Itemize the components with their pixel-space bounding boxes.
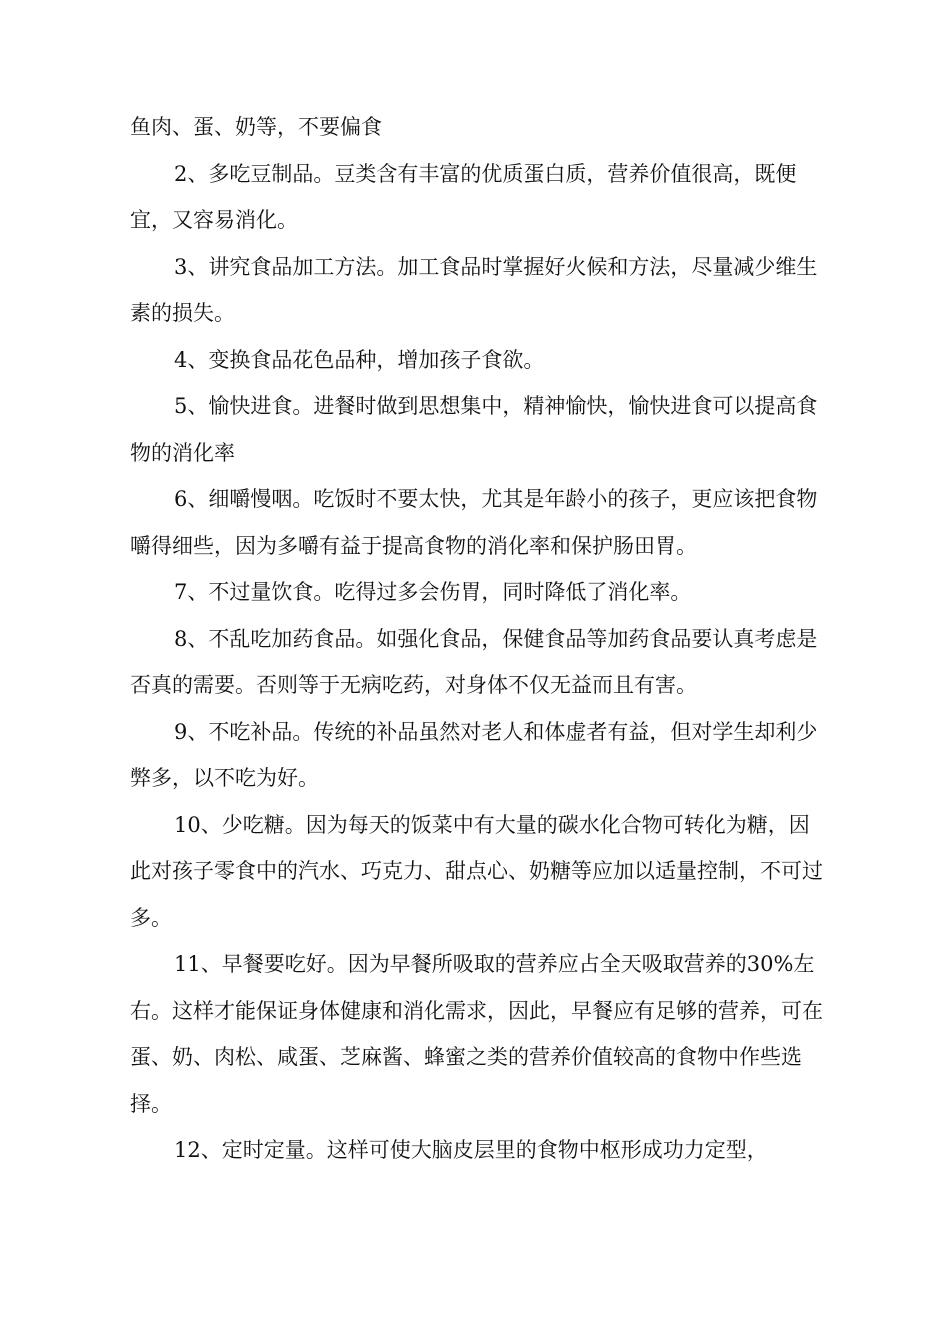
paragraph-item-2: 2、多吃豆制品。豆类含有丰富的优质蛋白质，营养价值很高，既便宜，又容易消化。 (130, 161, 797, 232)
document-body (130, 104, 830, 1174)
paragraph-item-6: 6、细嚼慢咽。吃饭时不要太快，尤其是年龄小的孩子，更应该把食物嚼得细些，因为多嚼有益于提高食物的消化率和保护肠田胃。 (130, 487, 818, 558)
paragraph-item-3: 3、讲究食品加工方法。加工食品时掌握好火候和方法，尽量减少维生素的损失。 (130, 254, 818, 325)
paragraph-item-10: 10、少吃糖。因为每天的饭菜中有大量的碳水化合物可转化为糖，因此对孩子零食中的汽水、巧克力、甜点心、奶糖等应加以适量控制，不可过多。 (130, 812, 823, 930)
paragraph-item-4: 4、变换食品花色品种，增加孩子食欲。 (174, 347, 545, 372)
paragraph-item-8: 8、不乱吃加药食品。如强化食品，保健食品等加药食品要认真考虑是否真的需要。否则等于无病吃药，对身体不仅无益而且有害。 (130, 626, 818, 697)
paragraph-item-7: 7、不过量饮食。吃得过多会伤胃，同时降低了消化率。 (174, 580, 692, 604)
paragraph-item-12: 12、定时定量。这样可使大脑皮层里的食物中枢形成功力定型， (174, 1138, 768, 1162)
paragraph-item-9: 9、不吃补品。传统的补品虽然对老人和体虚者有益，但对学生却利少弊多，以不吃为好。 (130, 719, 818, 790)
paragraph-item-11: 11、早餐要吃好。因为早餐所吸取的营养应占全天吸取营养的30%左右。这样才能保证身体健康和消化需求，因此，早餐应有足够的营养，可在蛋、奶、肉松、咸蛋、芝麻酱、蜂蜜之类的营养价值较高的食物中作些选择。 (130, 952, 823, 1116)
paragraph-item-5: 5、愉快进食。进餐时做到思想集中，精神愉快，愉快进食可以提高食物的消化率 (130, 394, 818, 465)
paragraph-continuation: 鱼肉、蛋、奶等，不要偏食 (130, 115, 382, 139)
